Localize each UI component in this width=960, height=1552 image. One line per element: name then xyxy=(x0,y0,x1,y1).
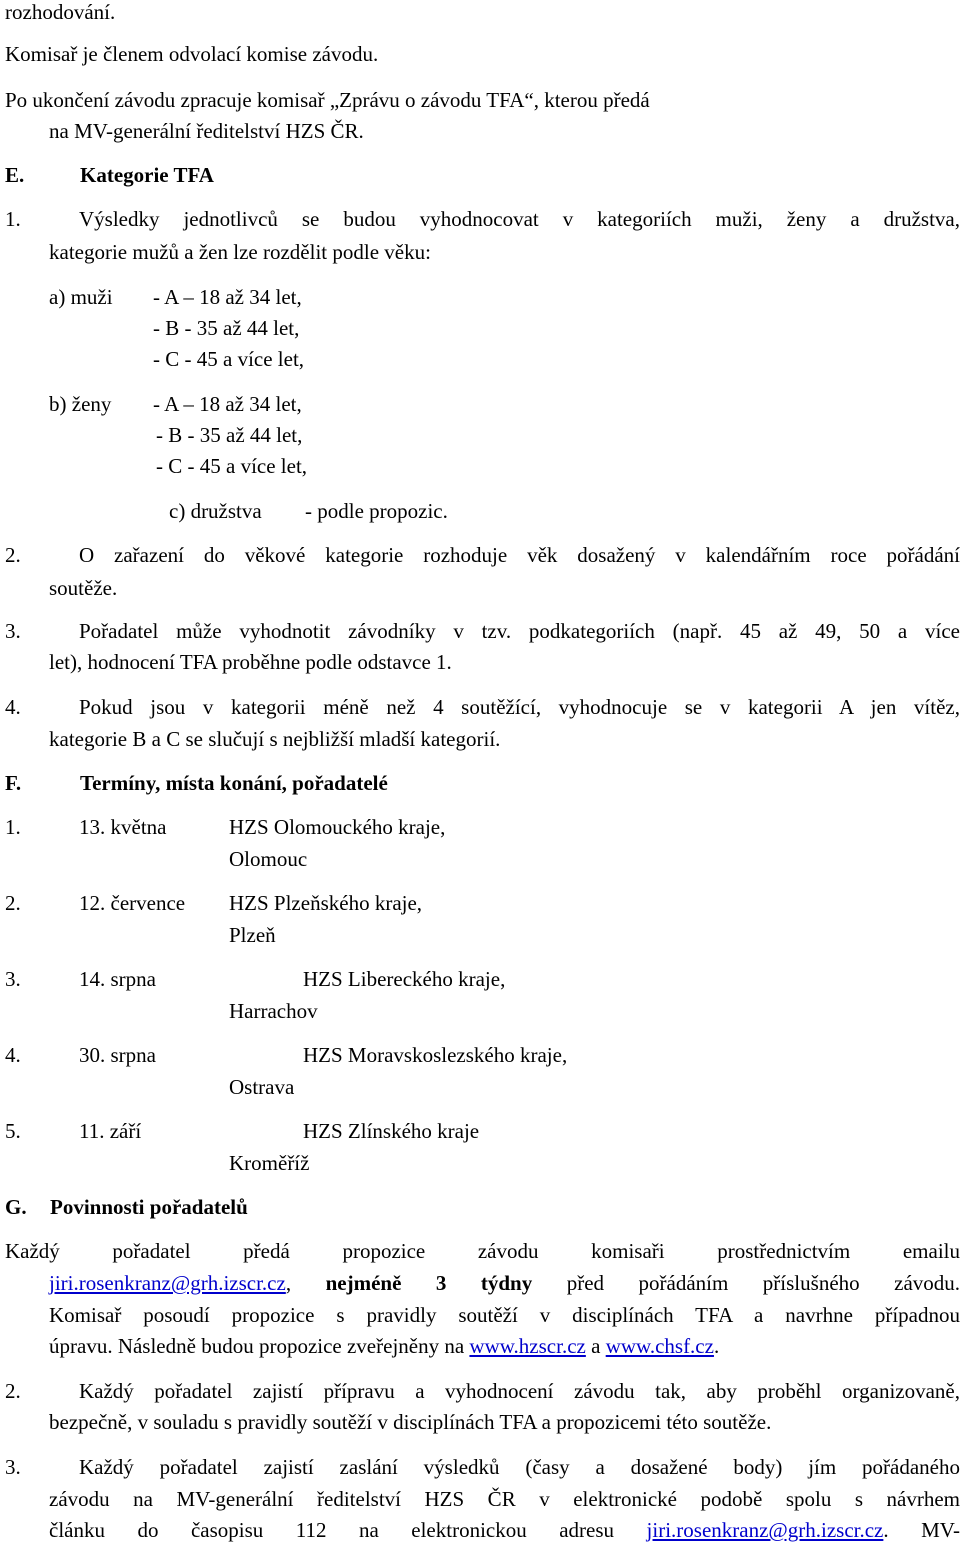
e-item4-num: 4. xyxy=(5,695,21,719)
event-date: 30. srpna xyxy=(79,1043,156,1067)
women-cat-c: - C - 45 a více let, xyxy=(156,454,308,478)
g-p2-line1: Každý pořadatel zajistí přípravu a vyhodnocení závodu tak, aby proběhl organizovaně, xyxy=(79,1379,960,1403)
women-cat-b: - B - 35 až 44 let, xyxy=(156,423,303,447)
event-num: 5. xyxy=(5,1119,21,1143)
event-organizer: HZS Moravskoslezského kraje, xyxy=(303,1043,568,1067)
event-place: Plzeň xyxy=(229,923,276,947)
men-cat-c: - C - 45 a více let, xyxy=(153,347,305,371)
event-date: 11. září xyxy=(79,1119,142,1143)
section-f-title: Termíny, místa konání, pořadatelé xyxy=(80,771,388,795)
comma: , xyxy=(285,1271,292,1295)
event-num: 1. xyxy=(5,815,21,839)
event-organizer: HZS Libereckého kraje, xyxy=(303,967,506,991)
section-e-heading xyxy=(5,163,214,188)
email-link-2[interactable]: jiri.rosenkranz@grh.izscr.cz xyxy=(646,1518,884,1542)
intro-line-4: na MV-generální ředitelství HZS ČR. xyxy=(49,119,364,143)
event-place: Harrachov xyxy=(229,999,318,1023)
women-label: b) ženy xyxy=(49,392,112,416)
men-cat-a: - A – 18 až 34 let, xyxy=(153,285,302,309)
men-cat-b: - B - 35 až 44 let, xyxy=(153,316,300,340)
g-p1-and: a xyxy=(591,1334,601,1358)
intro-line-1: rozhodování. xyxy=(5,0,116,24)
section-g-title: Povinnosti pořadatelů xyxy=(50,1195,248,1219)
event-date: 12. července xyxy=(79,891,186,915)
g-p3-line1: Každý pořadatel zajistí zaslání výsledků (časy a dosažené body) jím pořádaného xyxy=(79,1455,960,1479)
e-item1-line1: Výsledky jednotlivců se budou vyhodnocovat v kategoriích muži, ženy a družstva, xyxy=(79,207,960,231)
e-item3-line2: let), hodnocení TFA proběhne podle odstavce 1. xyxy=(49,650,452,674)
event-num: 2. xyxy=(5,891,21,915)
g-p2-num: 2. xyxy=(5,1379,21,1403)
section-e-letter: E. xyxy=(5,163,25,187)
intro-line-2: Komisař je členem odvolací komise závodu. xyxy=(5,42,379,66)
section-g-letter: G. xyxy=(5,1195,27,1219)
women-cat-a: - A – 18 až 34 let, xyxy=(153,392,302,416)
e-item1-num: 1. xyxy=(5,207,21,231)
chsf-link[interactable]: www.chsf.cz xyxy=(605,1334,714,1358)
g-p3-line3-end: . MV- xyxy=(883,1518,960,1542)
event-place: Olomouc xyxy=(229,847,308,871)
event-date: 14. srpna xyxy=(79,967,156,991)
event-place: Ostrava xyxy=(229,1075,295,1099)
event-num: 3. xyxy=(5,967,21,991)
section-f-heading xyxy=(5,771,388,796)
teams-text: - podle propozic. xyxy=(305,499,448,523)
g-p1-line2-rest: před pořádáním příslušného závodu. xyxy=(566,1271,960,1295)
deadline-bold: nejméně 3 týdny xyxy=(325,1271,533,1295)
g-p1-line2 xyxy=(49,1271,960,1296)
g-p1-period: . xyxy=(713,1334,720,1358)
hzscr-link[interactable]: www.hzscr.cz xyxy=(469,1334,586,1358)
e-item2-num: 2. xyxy=(5,543,21,567)
e-item2-line1: O zařazení do věkové kategorie rozhoduje věk dosažený v kalendářním roce pořádání xyxy=(79,543,960,567)
event-organizer: HZS Zlínského kraje xyxy=(303,1119,480,1143)
g-p3-line2: závodu na MV-generální ředitelství HZS ČR v elektronické podobě spolu s návrhem xyxy=(49,1487,960,1511)
e-item2-line2: soutěže. xyxy=(49,576,118,600)
g-p1-line4 xyxy=(49,1334,719,1359)
section-g-heading xyxy=(5,1195,248,1220)
e-item4-line2: kategorie B a C se slučují s nejbližší mladší kategorií. xyxy=(49,727,501,751)
g-p1-line1: Každý pořadatel předá propozice závodu komisaři prostřednictvím emailu xyxy=(5,1239,960,1263)
section-e-title: Kategorie TFA xyxy=(80,163,214,187)
e-item3-line1: Pořadatel může vyhodnotit závodníky v tzv. podkategoriích (např. 45 až 49, 50 a více xyxy=(79,619,960,643)
event-date: 13. května xyxy=(79,815,167,839)
g-p3-line3-text: článku do časopisu 112 na elektronickou adresu xyxy=(49,1518,615,1542)
g-p1-line4-text: úpravu. Následně budou propozice zveřejněny na xyxy=(49,1334,465,1358)
teams-label: c) družstva xyxy=(169,499,262,523)
section-f-letter: F. xyxy=(5,771,22,795)
men-label: a) muži xyxy=(49,285,113,309)
g-p2-line2: bezpečně, v souladu s pravidly soutěží v disciplínách TFA a propozicemi této soutěže. xyxy=(49,1410,772,1434)
event-organizer: HZS Plzeňského kraje, xyxy=(229,891,423,915)
event-num: 4. xyxy=(5,1043,21,1067)
e-item4-line1: Pokud jsou v kategorii méně než 4 soutěžící, vyhodnocuje se v kategorii A jen vítěz, xyxy=(79,695,960,719)
email-link[interactable]: jiri.rosenkranz@grh.izscr.cz xyxy=(49,1271,286,1295)
event-organizer: HZS Olomouckého kraje, xyxy=(229,815,446,839)
g-p3-line3 xyxy=(49,1518,960,1543)
event-place: Kroměříž xyxy=(229,1151,310,1175)
e-item1-line2: kategorie mužů a žen lze rozdělit podle věku: xyxy=(49,240,431,264)
intro-line-3: Po ukončení závodu zpracuje komisař „Zprávu o závodu TFA“, kterou předá xyxy=(5,88,650,112)
e-item3-num: 3. xyxy=(5,619,21,643)
g-p3-num: 3. xyxy=(5,1455,21,1479)
g-p1-line3: Komisař posoudí propozice s pravidly soutěží v disciplínách TFA a navrhne případnou xyxy=(49,1303,960,1327)
